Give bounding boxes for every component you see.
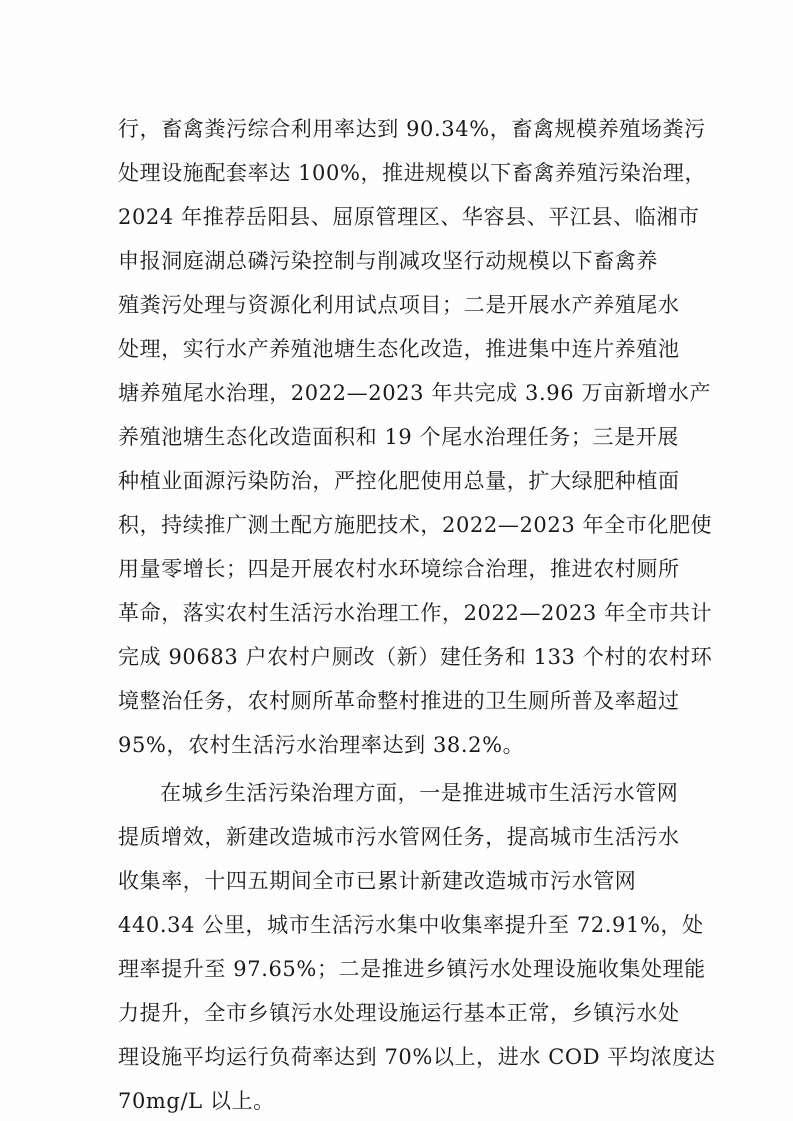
text-line: 塘养殖尾水治理，2022—2023 年共完成 3.96 万亩新增水产 [118,381,712,405]
text-line: 处理设施配套率达 100%，推进规模以下畜禽养殖污染治理， [118,161,707,185]
text-line: 种植业面源污染防治，严控化肥使用总量，扩大绿肥种植面 [118,469,680,493]
text-line: 理率提升至 97.65%；二是推进乡镇污水处理设施收集处理能 [118,957,706,981]
text-line: 境整治任务，农村厕所革命整村推进的卫生厕所普及率超过 [118,689,680,713]
text-line: 殖粪污处理与资源化利用试点项目；二是开展水产养殖尾水 [118,293,680,317]
text-line: 养殖池塘生态化改造面积和 19 个尾水治理任务；三是开展 [118,425,679,449]
text-line: 行，畜禽粪污综合利用率达到 90.34%，畜禽规模养殖场粪污 [118,117,706,141]
text-line: 2024 年推荐岳阳县、屈原管理区、华容县、平江县、临湘市 [118,205,700,229]
text-line: 完成 90683 户农村户厕改（新）建任务和 133 个村的农村环 [118,645,713,669]
text-line: 70mg/L 以上。 [118,1089,275,1113]
text-line: 提质增效，新建改造城市污水管网任务，提高城市生活污水 [118,825,680,849]
text-line: 440.34 公里，城市生活污水集中收集率提升至 72.91%，处 [118,913,704,937]
text-line: 积，持续推广测土配方施肥技术，2022—2023 年全市化肥使 [118,513,713,537]
text-line: 革命，落实农村生活污水治理工作，2022—2023 年全市共计 [118,601,713,625]
paragraph-first-line: 在城乡生活污染治理方面，一是推进城市生活污水管网 [160,781,679,805]
text-line: 理设施平均运行负荷率达到 70%以上，进水 COD 平均浓度达 [118,1045,716,1069]
text-line: 95%，农村生活污水治理率达到 38.2%。 [118,733,525,757]
text-line: 申报洞庭湖总磷污染控制与削减攻坚行动规模以下畜禽养 [118,249,658,273]
text-line: 用量零增长；四是开展农村水环境综合治理，推进农村厕所 [118,557,680,581]
text-line: 处理，实行水产养殖池塘生态化改造，推进集中连片养殖池 [118,337,680,361]
text-line: 力提升，全市乡镇污水处理设施运行基本正常，乡镇污水处 [118,1001,680,1025]
text-line: 收集率，十四五期间全市已累计新建改造城市污水管网 [118,869,637,893]
